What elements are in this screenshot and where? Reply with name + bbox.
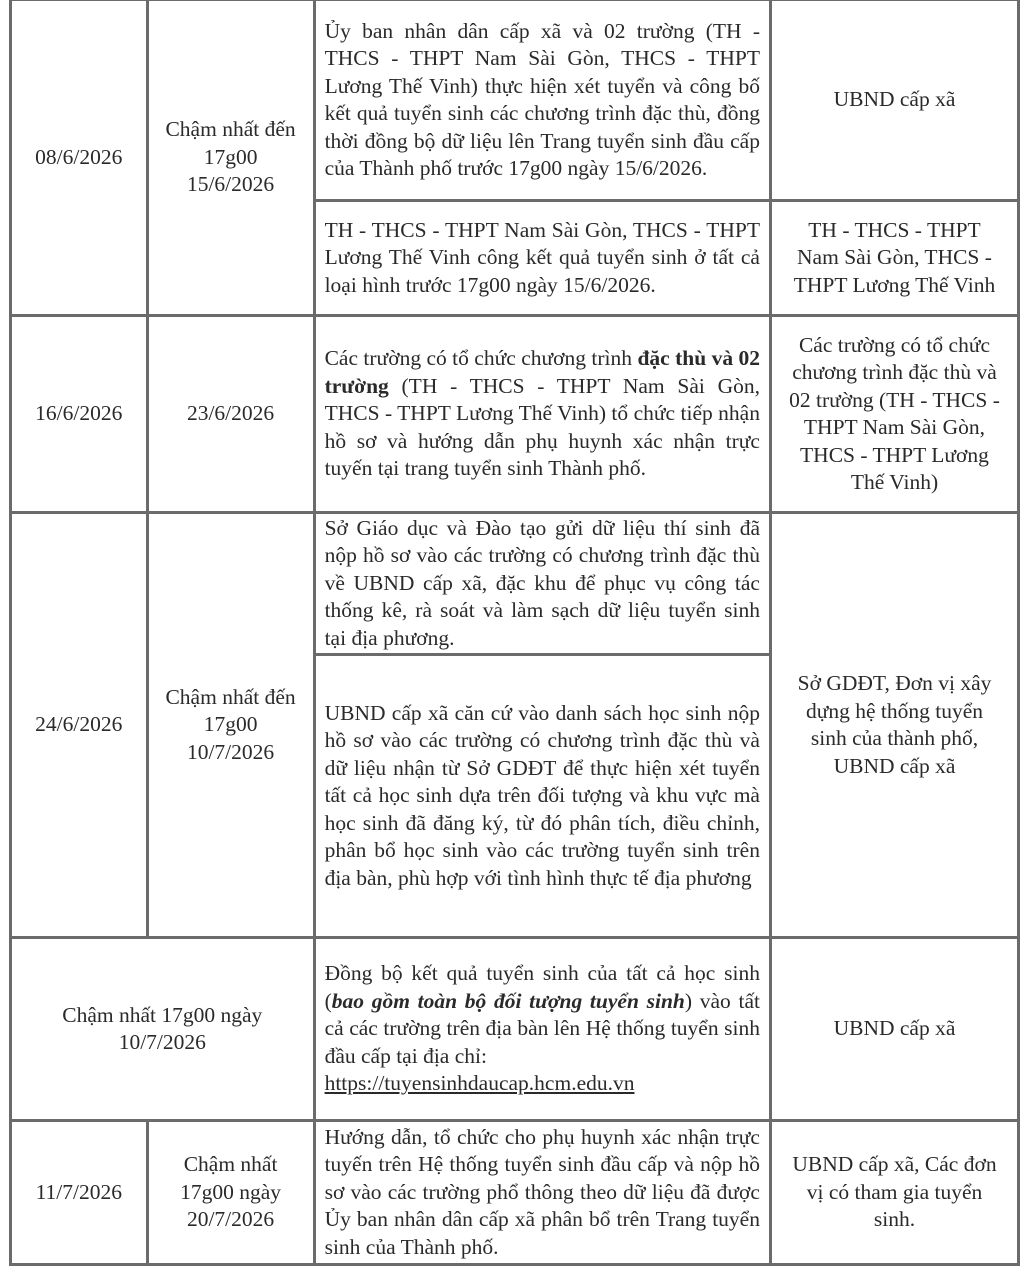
start-date: 16/6/2026 — [35, 401, 123, 426]
task-text: Ủy ban nhân dân cấp xã và 02 trường (TH - THCS - THPT Nam Sài Gòn, THCS - THPT Lương Thế Vinh) thực hiện xét tuyển và công bố kết quả tuyển sinh các chương trình đặc thù, đồng thời đồng bộ dữ liệu lên Trang tuyển sinh đầu cấp của Thành phố trước 17g00 ngày 15/6/2026. — [324, 18, 760, 180]
responsible-cell — [770, 938, 1018, 1121]
start-date-cell — [11, 316, 148, 513]
task-cell — [314, 201, 770, 316]
end-date: 23/6/2026 — [186, 401, 275, 426]
responsible-text: Sở GDĐT, Đơn vị xây dựng hệ thống tuyển sinh của thành phố, UBND cấp xã — [797, 671, 992, 778]
time-cell — [11, 938, 315, 1121]
task-cell — [314, 513, 770, 655]
table-row — [11, 0, 1019, 201]
task-cell — [314, 655, 770, 938]
task-text-bold: đặc thù và 02 trường — [324, 346, 760, 398]
admission-portal-link[interactable]: https://tuyensinhdaucap.hcm.edu.vn — [324, 1071, 635, 1096]
start-date-cell — [11, 1121, 148, 1265]
responsible-text: Các trường có tổ chức chương trình đặc thù và 02 trường (TH - THCS - THPT Nam Sài Gòn, THCS - THPT Lương Thế Vinh) — [789, 332, 1000, 494]
task-text-suffix: ) vào tất cả các trường trên địa bàn lên Hệ thống tuyển sinh đầu cấp tại địa chỉ: — [324, 988, 760, 1068]
end-date: Chậm nhất 17g00 ngày 20/7/2026 — [180, 1152, 282, 1232]
responsible-cell — [770, 0, 1018, 201]
task-cell — [314, 316, 770, 513]
responsible-cell — [770, 1121, 1018, 1265]
end-date: Chậm nhất đến 17g00 15/6/2026 — [165, 117, 296, 197]
start-date: 24/6/2026 — [35, 712, 123, 737]
responsible-cell — [770, 513, 1018, 938]
end-date-cell — [147, 0, 314, 316]
admission-schedule-table — [9, 0, 1020, 1266]
start-date: 11/7/2026 — [35, 1179, 122, 1204]
task-text-bold-italic: bao gồm toàn bộ đối tượng tuyển sinh — [331, 988, 685, 1013]
table-row — [11, 1121, 1019, 1265]
task-text-suffix: (TH - THCS - THPT Nam Sài Gòn, THCS - THPT Lương Thế Vinh) tổ chức tiếp nhận hồ sơ và hướng dẫn phụ huynh xác nhận trực tuyến tại trang tuyển sinh Thành phố. — [324, 373, 760, 481]
task-text-prefix: Đồng bộ kết quả tuyển sinh của tất cả học sinh ( — [324, 961, 760, 1013]
end-date: Chậm nhất đến 17g00 10/7/2026 — [165, 684, 296, 764]
task-cell — [314, 938, 770, 1121]
task-text-prefix: Các trường có tổ chức chương trình — [324, 346, 638, 371]
responsible-text: UBND cấp xã — [833, 1016, 956, 1041]
end-date-cell — [147, 1121, 314, 1265]
task-cell — [314, 1121, 770, 1265]
table-row — [11, 316, 1019, 513]
task-text: TH - THCS - THPT Nam Sài Gòn, THCS - THPT Lương Thế Vinh công kết quả tuyển sinh ở tất cả loại hình trước 17g00 ngày 15/6/2026. — [324, 217, 760, 297]
deadline-text: Chậm nhất 17g00 ngày 10/7/2026 — [62, 1002, 263, 1054]
end-date-cell — [147, 513, 314, 938]
end-date-cell — [147, 316, 314, 513]
task-text: Hướng dẫn, tổ chức cho phụ huynh xác nhận trực tuyến trên Hệ thống tuyển sinh đầu cấp và nộp hồ sơ vào các trường phổ thông theo dữ liệu đã được Ủy ban nhân dân cấp xã phân bổ trên Trang tuyển sinh của Thành phố. — [324, 1124, 760, 1259]
task-text: Sở Giáo dục và Đào tạo gửi dữ liệu thí sinh đã nộp hồ sơ vào các trường có chương trình đặc thù về UBND cấp xã, đặc khu để phục vụ công tác thống kê, rà soát và làm sạch dữ liệu tuyển sinh tại địa phương. — [324, 515, 760, 650]
table-row — [11, 513, 1019, 655]
start-date: 08/6/2026 — [35, 144, 123, 169]
responsible-cell — [770, 201, 1018, 316]
responsible-text: UBND cấp xã, Các đơn vị có tham gia tuyển sinh. — [792, 1152, 997, 1232]
task-text: UBND cấp xã căn cứ vào danh sách học sinh nộp hồ sơ vào các trường có chương trình đặc thù và dữ liệu nhận từ Sở GDĐT để thực hiện xét tuyển tất cả học sinh dựa trên đối tượng và khu vực mà học sinh đã đăng ký, từ đó phân tích, điều chỉnh, phân bổ học sinh vào các trường tuyển sinh trên địa bàn, phù hợp với tình hình thực tế địa phương — [324, 700, 760, 890]
responsible-cell — [770, 316, 1018, 513]
responsible-text: UBND cấp xã — [833, 87, 956, 112]
start-date-cell — [11, 513, 148, 938]
start-date-cell — [11, 0, 148, 316]
responsible-text: TH - THCS - THPT Nam Sài Gòn, THCS - THPT Lương Thế Vinh — [793, 217, 996, 297]
task-cell — [314, 0, 770, 201]
table-row — [11, 938, 1019, 1121]
